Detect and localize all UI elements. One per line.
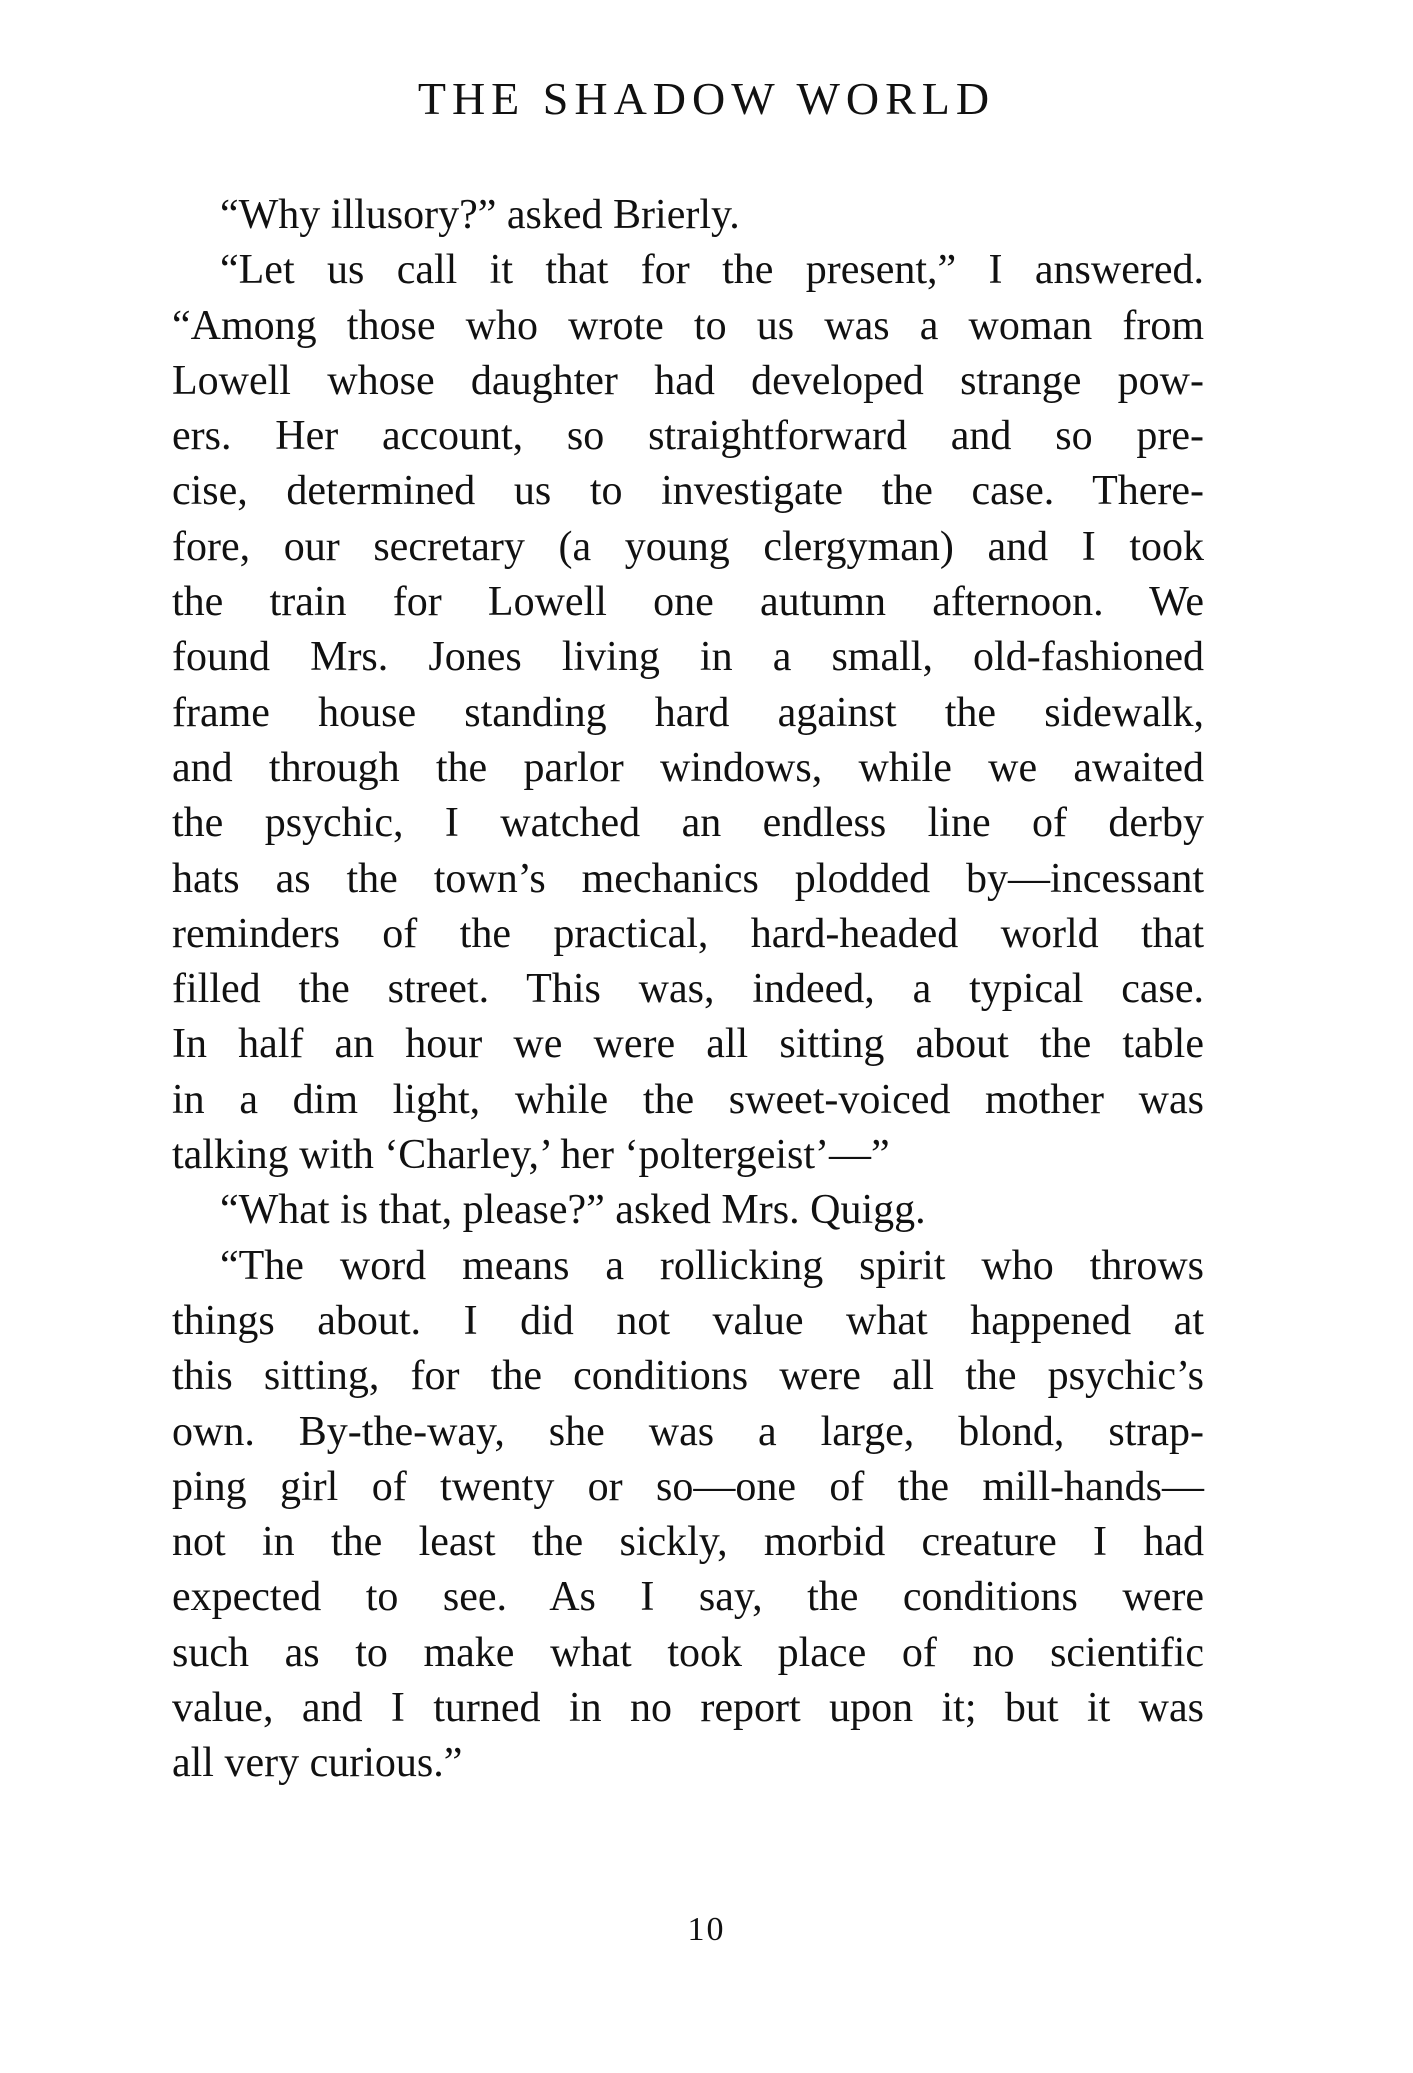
text-line: hats as the town’s mechanics plodded by—incessant: [172, 855, 1204, 902]
text-line: ping girl of twenty or so—one of the mill-hands—: [172, 1463, 1204, 1510]
text-line: the train for Lowell one autumn afternoon. We: [172, 579, 1204, 626]
text-line: “Why illusory?” asked Brierly.: [220, 192, 740, 238]
text-line: not in the least the sickly, morbid creature I had: [172, 1519, 1204, 1566]
text-line: “What is that, please?” asked Mrs. Quigg.: [220, 1187, 926, 1234]
body-text: [172, 188, 1204, 1792]
text-line: own. By-the-way, she was a large, blond, strap-: [172, 1408, 1204, 1455]
text-line: and through the parlor windows, while we awaited: [172, 744, 1204, 791]
text-line: found Mrs. Jones living in a small, old-fashioned: [172, 634, 1204, 681]
text-line: frame house standing hard against the sidewalk,: [172, 689, 1204, 736]
text-line: cise, determined us to investigate the case. There-: [172, 468, 1204, 515]
text-line: In half an hour we were all sitting about the table: [172, 1021, 1204, 1068]
text-line: “The word means a rollicking spirit who throws: [220, 1242, 1204, 1289]
text-line: fore, our secretary (a young clergyman) and I took: [172, 523, 1204, 570]
text-line: filled the street. This was, indeed, a typical case.: [172, 966, 1204, 1013]
text-line: things about. I did not value what happened at: [172, 1297, 1204, 1344]
text-line: expected to see. As I say, the conditions were: [172, 1574, 1204, 1621]
text-line: talking with ‘Charley,’ her ‘poltergeist’—”: [172, 1132, 890, 1179]
text-line: value, and I turned in no report upon it; but it was: [172, 1685, 1204, 1732]
text-line: ers. Her account, so straightforward and so pre-: [172, 413, 1204, 460]
running-head: THE SHADOW WORLD: [417, 73, 996, 124]
page-number: 10: [687, 1911, 726, 1948]
text-line: this sitting, for the conditions were all the psychic’s: [172, 1353, 1204, 1400]
text-line: all very curious.”: [172, 1740, 463, 1787]
text-line: “Among those who wrote to us was a woman from: [172, 302, 1204, 349]
text-line: “Let us call it that for the present,” I answered.: [220, 247, 1204, 294]
text-line: Lowell whose daughter had developed strange pow-: [172, 357, 1204, 404]
text-line: the psychic, I watched an endless line of derby: [172, 800, 1204, 847]
text-line: reminders of the practical, hard-headed world that: [172, 910, 1204, 957]
text-line: such as to make what took place of no scientific: [172, 1629, 1204, 1676]
text-line: in a dim light, while the sweet-voiced mother was: [172, 1076, 1204, 1123]
